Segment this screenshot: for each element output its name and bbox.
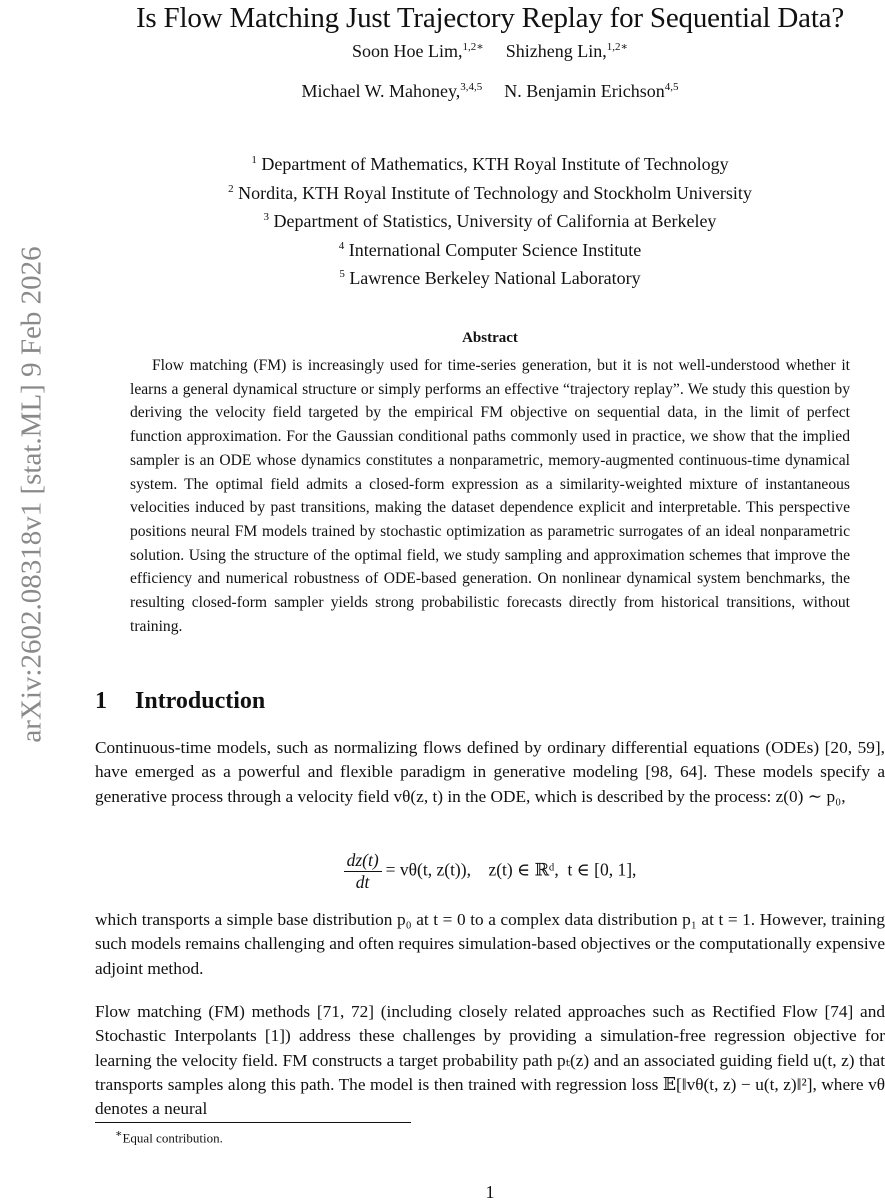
footnote-text: Equal contribution. bbox=[122, 1130, 223, 1146]
affiliations bbox=[95, 148, 885, 291]
author-name: Shizheng Lin, bbox=[505, 41, 607, 61]
author-affil: 4,5 bbox=[664, 81, 679, 93]
author-name: Soon Hoe Lim, bbox=[352, 41, 463, 61]
paragraph: Continuous-time models, such as normalizing flows defined by ordinary differential equations (ODEs) [20, 59], have emerged as a powerful and flexible paradigm in generative modeling [98, 64]. These models specify a generative process through a velocity field vθ(z, t) in the ODE, which is described by the process: z(0) ∼ p₀, bbox=[95, 738, 885, 806]
author-affil: 1,2∗ bbox=[606, 41, 628, 53]
affiliation-num: 2 bbox=[228, 182, 234, 195]
equation-rhs: = vθ(t, z(t)), z(t) ∈ ℝᵈ, t ∈ [0, 1], bbox=[385, 859, 637, 880]
affiliation-num: 4 bbox=[338, 239, 345, 252]
affiliation bbox=[95, 177, 885, 206]
arxiv-stamp: arXiv:2602.08318v1 [stat.ML] 9 Feb 2026 bbox=[15, 246, 48, 743]
affiliation bbox=[95, 234, 885, 263]
affiliation-text: Department of Statistics, University of California at Berkeley bbox=[273, 211, 717, 232]
author-line-1 bbox=[95, 40, 885, 62]
affiliation-text: Lawrence Berkeley National Laboratory bbox=[349, 268, 641, 289]
footnote-mark: ∗ bbox=[115, 1128, 123, 1140]
footnote-rule bbox=[95, 1122, 411, 1123]
equation-fraction bbox=[344, 850, 382, 893]
affiliation-text: International Computer Science Institute bbox=[348, 239, 642, 260]
footnote bbox=[115, 1127, 223, 1146]
author-name: N. Benjamin Erichson bbox=[504, 81, 665, 101]
equation bbox=[95, 850, 885, 893]
abstract-heading: Abstract bbox=[462, 330, 518, 346]
author-name: Michael W. Mahoney, bbox=[301, 81, 461, 101]
page-number: 1 bbox=[485, 1182, 495, 1202]
author-affil: 3,4,5 bbox=[460, 81, 483, 93]
paper-title: Is Flow Matching Just Trajectory Replay for Sequential Data? bbox=[135, 2, 845, 34]
affiliation-text: Nordita, KTH Royal Institute of Technology and Stockholm University bbox=[238, 182, 752, 203]
affiliation-num: 5 bbox=[339, 268, 345, 281]
section-heading bbox=[95, 688, 265, 715]
equation-denominator: dt bbox=[355, 872, 370, 892]
affiliation-text: Department of Mathematics, KTH Royal Institute of Technology bbox=[261, 154, 729, 174]
affiliation-num: 3 bbox=[263, 211, 270, 224]
equation-numerator: dz(t) bbox=[344, 850, 382, 872]
section-title: Introduction bbox=[135, 688, 266, 714]
affiliation bbox=[95, 205, 885, 234]
affiliation bbox=[95, 148, 885, 177]
paragraph: which transports a simple base distribution p₀ at t = 0 to a complex data distribution p₁ at t = 1. However, training such models remains challenging and often requires simulation-based objectives or the computationally expensive adjoint method. bbox=[95, 910, 885, 978]
section-number: 1 bbox=[95, 688, 107, 714]
abstract-body: Flow matching (FM) is increasingly used for time-series generation, but it is not well-understood whether it learns a general dynamical structure or simply performs an effective “trajectory replay”. We study this question by deriving the velocity field targeted by the empirical FM objective on sequential data, in the limit of perfect function approximation. For the Gaussian conditional paths commonly used in practice, we show that the implied sampler is an ODE whose dynamics constitutes a nonparametric, memory-augmented continuous-time dynamical system. The optimal field admits a closed-form expression as a similarity-weighted mixture of instantaneous velocities induced by past transitions, making the dataset dependence explicit and interpretable. This perspective positions neural FM models trained by stochastic optimization as parametric surrogates of an ideal nonparametric solution. Using the structure of the optimal field, we study sampling and approximation schemes that improve the efficiency and numerical robustness of ODE-based generation. On nonlinear dynamical system benchmarks, the resulting closed-form sampler yields strong probabilistic forecasts directly from historical transitions, without training. bbox=[130, 357, 850, 635]
paragraph: Flow matching (FM) methods [71, 72] (including closely related approaches such as Rectified Flow [74] and Stochastic Interpolants [1]) address these challenges by providing a simulation-free regression objective for learning the velocity field. FM constructs a target probability path pₜ(z) and an associated guiding field u(t, z) that transports samples along this path. The model is then trained with regression loss 𝔼[‖vθ(t, z) − u(t, z)‖²], where vθ denotes a neural bbox=[95, 1002, 885, 1119]
author-line-2 bbox=[95, 81, 885, 102]
author-affil: 1,2∗ bbox=[462, 41, 484, 53]
affiliation-num: 1 bbox=[251, 154, 257, 166]
affiliation bbox=[95, 262, 885, 291]
